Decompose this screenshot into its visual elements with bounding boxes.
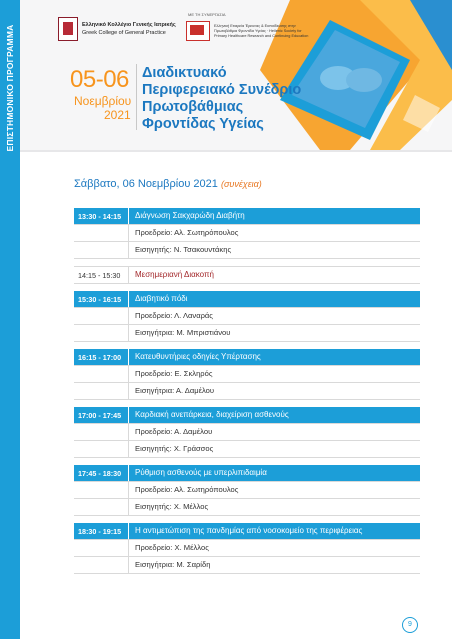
row-spacer: [74, 424, 128, 440]
person-name: Αλ. Σωτηρόπουλος: [174, 228, 239, 237]
session-header-row: [74, 266, 420, 283]
day-heading: [74, 178, 262, 190]
session-block: [74, 349, 420, 400]
person-name: Μ. Σαρίδη: [176, 560, 211, 569]
person-row: [74, 539, 420, 556]
session-header-row: [74, 407, 420, 423]
session-title: Η αντιμετώπιση της πανδημίας από νοσοκομείο της περιφέρειας: [128, 523, 420, 539]
person-role: Εισηγητής:: [135, 444, 172, 453]
sidebar-label: ΕΠΙΣΤΗΜΟΝΙΚΟ ΠΡΟΓΡΑΜΜΑ: [5, 24, 15, 152]
sidebar-label-wrap: [2, 8, 18, 168]
person-row: [74, 481, 420, 498]
person-cell: [128, 225, 420, 241]
person-name: Χ. Μέλλος: [174, 543, 209, 552]
title-line: Φροντίδας Υγείας: [142, 116, 264, 132]
person-cell: [128, 325, 420, 341]
person-role: Προεδρείο:: [135, 485, 173, 494]
college-name-english: Greek College of General Practice: [82, 30, 166, 36]
person-cell: [128, 482, 420, 498]
title-line: Πρωτοβάθμιας: [142, 99, 244, 115]
session-header-row: [74, 465, 420, 481]
session-block: [74, 407, 420, 458]
session-title: Ρύθμιση ασθενούς με υπερλιπιδαιμία: [128, 465, 420, 481]
sidebar-band: [0, 0, 20, 639]
person-cell: [128, 242, 420, 258]
person-role: Εισηγήτρια:: [135, 328, 175, 337]
session-title: Καρδιακή ανεπάρκεια, διαχείριση ασθενούς: [128, 407, 420, 423]
person-cell: [128, 540, 420, 556]
person-role: Προεδρείο:: [135, 228, 173, 237]
person-row: [74, 423, 420, 440]
person-row: [74, 241, 420, 258]
session-header-row: [74, 291, 420, 307]
person-role: Προεδρείο:: [135, 311, 173, 320]
session-header-row: [74, 523, 420, 539]
session-time: 16:15 - 17:00: [78, 352, 122, 362]
row-spacer: [74, 540, 128, 556]
person-cell: [128, 366, 420, 382]
row-spacer: [74, 482, 128, 498]
title-line: Διαδικτυακό: [142, 65, 227, 81]
person-row: [74, 324, 420, 341]
person-role: Εισηγητής:: [135, 502, 172, 511]
person-name: Ε. Σκληρός: [174, 369, 213, 378]
row-spacer: [74, 557, 128, 573]
person-row: [74, 365, 420, 382]
row-spacer: [74, 383, 128, 399]
session-time: 15:30 - 16:15: [78, 294, 122, 304]
session-title: Μεσημεριανή Διακοπή: [128, 267, 420, 283]
person-cell: [128, 308, 420, 324]
row-spacer: [74, 242, 128, 258]
person-name: Χ. Γράσσος: [173, 444, 214, 453]
header-underline: [20, 150, 452, 152]
session-title: Κατευθυντήριες οδηγίες Υπέρτασης: [128, 349, 420, 365]
break-session: [74, 266, 420, 284]
schedule-table: [74, 208, 420, 581]
day-subtitle: (συνέχεια): [220, 179, 262, 189]
partner-logo-block: [180, 12, 320, 42]
person-name: Αλ. Σωτηρόπουλος: [174, 485, 239, 494]
person-row: [74, 382, 420, 399]
conference-dates: 05-06: [70, 66, 129, 93]
row-spacer: [74, 308, 128, 324]
row-spacer: [74, 325, 128, 341]
session-header-row: [74, 349, 420, 365]
session-time: 18:30 - 19:15: [78, 526, 122, 536]
partner-logo-icon: [186, 21, 210, 41]
row-spacer: [74, 499, 128, 515]
person-name: Α. Δαμέλου: [174, 427, 213, 436]
session-block: [74, 291, 420, 342]
session-time: 17:00 - 17:45: [78, 410, 122, 420]
college-logo: [58, 17, 78, 41]
session-block: [74, 208, 420, 259]
person-cell: [128, 499, 420, 515]
person-row: [74, 556, 420, 573]
person-row: [74, 498, 420, 515]
person-role: Εισηγήτρια:: [135, 386, 175, 395]
session-block: [74, 465, 420, 516]
session-time: 17:45 - 18:30: [78, 468, 122, 478]
person-row: [74, 224, 420, 241]
day-title: Σάββατο, 06 Νοεμβρίου 2021: [74, 178, 218, 190]
person-name: Α. Δαμέλου: [175, 386, 215, 395]
person-cell: [128, 441, 420, 457]
person-role: Προεδρείο:: [135, 427, 173, 436]
title-line: Περιφερειακό Συνέδριο: [142, 82, 302, 98]
person-role: Προεδρείο:: [135, 543, 173, 552]
person-cell: [128, 424, 420, 440]
conference-year: 2021: [104, 108, 131, 122]
page-number: 9: [402, 617, 418, 633]
title-divider: [136, 64, 137, 130]
person-cell: [128, 557, 420, 573]
conference-title: [142, 65, 312, 133]
person-role: Προεδρείο:: [135, 369, 173, 378]
person-name: Λ. Λαναράς: [174, 311, 213, 320]
person-name: Μ. Μπριστιάνου: [176, 328, 231, 337]
conference-month: Νοεμβρίου: [74, 94, 132, 108]
partner-name: Ελληνική Εταιρεία Έρευνας & Εκπαίδευσης στην Πρωτοβάθμια Φροντίδα Υγείας · Hellenic Society for Primary Healthcare Research and Continuing Education: [214, 24, 309, 38]
partner-caption: ΜΕ ΤΗ ΣΥΝΕΡΓΑΣΙΑ: [188, 12, 226, 17]
row-spacer: [74, 441, 128, 457]
row-spacer: [74, 366, 128, 382]
session-time: 14:15 - 15:30: [78, 270, 121, 280]
person-row: [74, 440, 420, 457]
person-name: Ν. Τσακουντάκης: [173, 245, 232, 254]
person-cell: [128, 383, 420, 399]
session-header-row: [74, 208, 420, 224]
row-spacer: [74, 225, 128, 241]
person-name: Χ. Μέλλος: [173, 502, 209, 511]
session-title: Διάγνωση Σακχαρώδη Διαβήτη: [128, 208, 420, 224]
page-header: [20, 0, 452, 150]
session-title: Διαβητικό πόδι: [128, 291, 420, 307]
session-time: 13:30 - 14:15: [78, 211, 122, 221]
session-block: [74, 523, 420, 574]
fist-right-icon: [346, 68, 382, 92]
person-role: Εισηγήτρια:: [135, 560, 175, 569]
college-name-greek: Ελληνικό Κολλέγιο Γενικής Ιατρικής: [82, 22, 176, 28]
person-role: Εισηγητής:: [135, 245, 172, 254]
person-row: [74, 307, 420, 324]
